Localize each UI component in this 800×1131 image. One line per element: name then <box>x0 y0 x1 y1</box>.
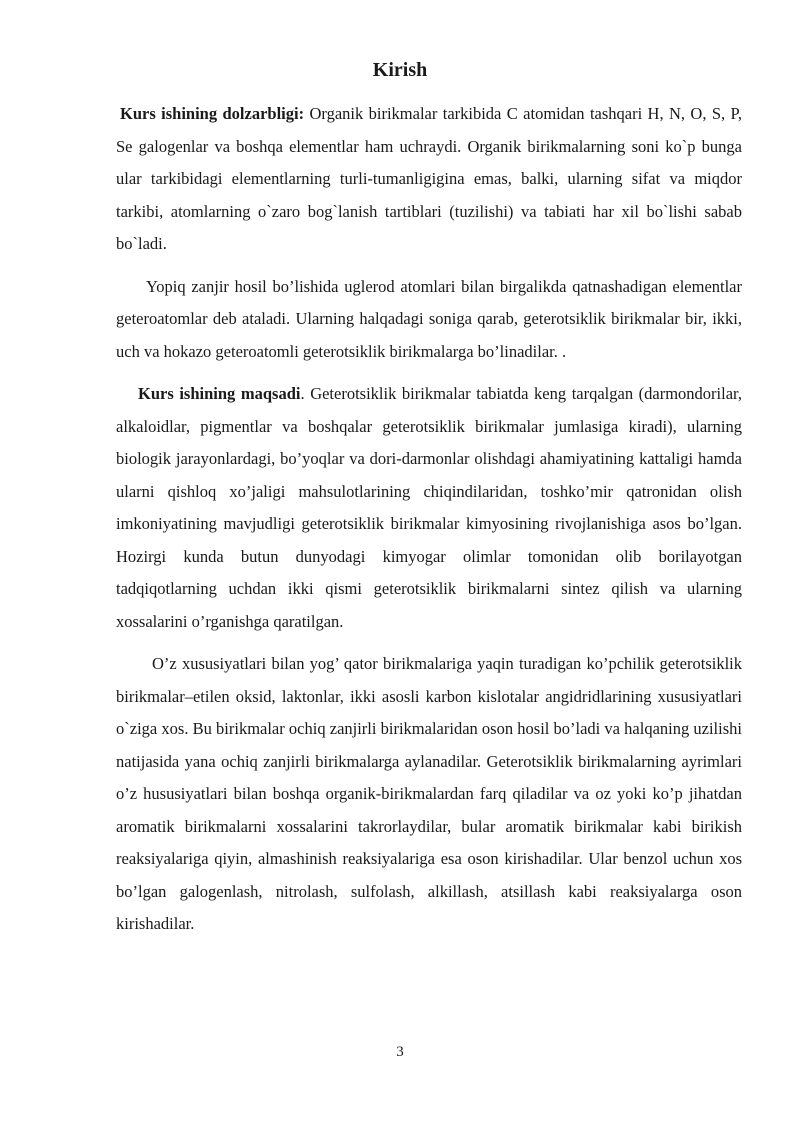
paragraph-text-goal: . Geterotsiklik birikmalar tabiatda keng tarqalgan (darmondorilar, alkaloidlar, pigmentlar va boshqalar geterotsiklik birikmalar jumlasiga kiradi), ularning biologik jarayonlardagi, bo’yoqlar va dori-darmonlar olishdagi ahamiyatining kattaligi hamda ularni qishloq xo’jaligi mahsulotlarining chiqindilaridan, toshko’mir qatronidan olish imkoniyatining mavjudligi geterotsiklik birikmalar kimyosining rivojlanishiga asos bo’lgan. Hozirgi kunda butun dunyodagi kimyogar olimlar tomonidan olib borilayotgan tadqiqotlarning uchdan ikki qismi geterotsiklik birikmalarni sintez qilish va ularning xossalarini o’rganishga qaratilgan. <box>116 384 742 631</box>
paragraph-text-relevance: Organik birikmalar tarkibida C atomidan tashqari H, N, O, S, P, Se galogenlar va boshqa elementlar ham uchraydi. Organik birikmalarning soni ko`p bunga ular tarkibidagi elementlarning turli-tumanligigina emas, balki, ularning sifat va miqdor tarkibi, atomlarning o`zaro bog`lanish tartiblari (tuzilishi) va tabiati har xil bo`lishi sabab bo`ladi. <box>116 104 743 253</box>
paragraph-heteroatoms <box>116 271 742 369</box>
paragraph-lead-relevance: Kurs ishining dolzarbligi: <box>120 104 305 123</box>
paragraph-relevance <box>116 98 742 261</box>
page-title: Kirish <box>372 59 428 81</box>
paragraph-goal <box>116 378 742 638</box>
paragraph-text-heteroatoms: Yopiq zanjir hosil bo’lishida uglerod atomlari bilan birgalikda qatnashadigan elementlar geteroatomlar deb ataladi. Ularning halqadagi soniga qarab, geterotsiklik birikmalar bir, ikki, uch va hokazo geteroatomli geterotsiklik birikmalarga bo’linadilar. . <box>116 276 742 361</box>
paragraph-properties <box>116 648 742 941</box>
page-number: 3 <box>396 1044 404 1060</box>
body-text <box>116 98 742 951</box>
paragraph-text-properties: O’z xususiyatlari bilan yog’ qator birikmalariga yaqin turadigan ko’pchilik geterotsiklik birikmalar–etilen oksid, laktonlar, ikki asosli karbon kislotalar angidridlarining xususiyatlari o`ziga xos. Bu birikmalar ochiq zanjirli birikmalaridan oson hosil bo’ladi va halqaning uzilishi natijasida yana ochiq zanjirli birikmalarga aylanadilar. Geterotsiklik birikmalarning ayrimlari o’z hususiyatlari bilan boshqa organik-birikmalardan farq qiladilar va oz yoki ko’p jihatdan aromatik birikmalarni xossalarini takrorlaydilar, bular aromatik birikmalar kabi birikish reaksiyalariga qiyin, almashinish reaksiyalariga esa oson kirishadilar. Ular benzol uchun xos bo’lgan galogenlash, nitrolash, sulfolash, alkillash, atsillash kabi reaksiyalarga oson kirishadilar. <box>116 654 742 933</box>
paragraph-lead-goal: Kurs ishining maqsadi <box>138 384 301 403</box>
